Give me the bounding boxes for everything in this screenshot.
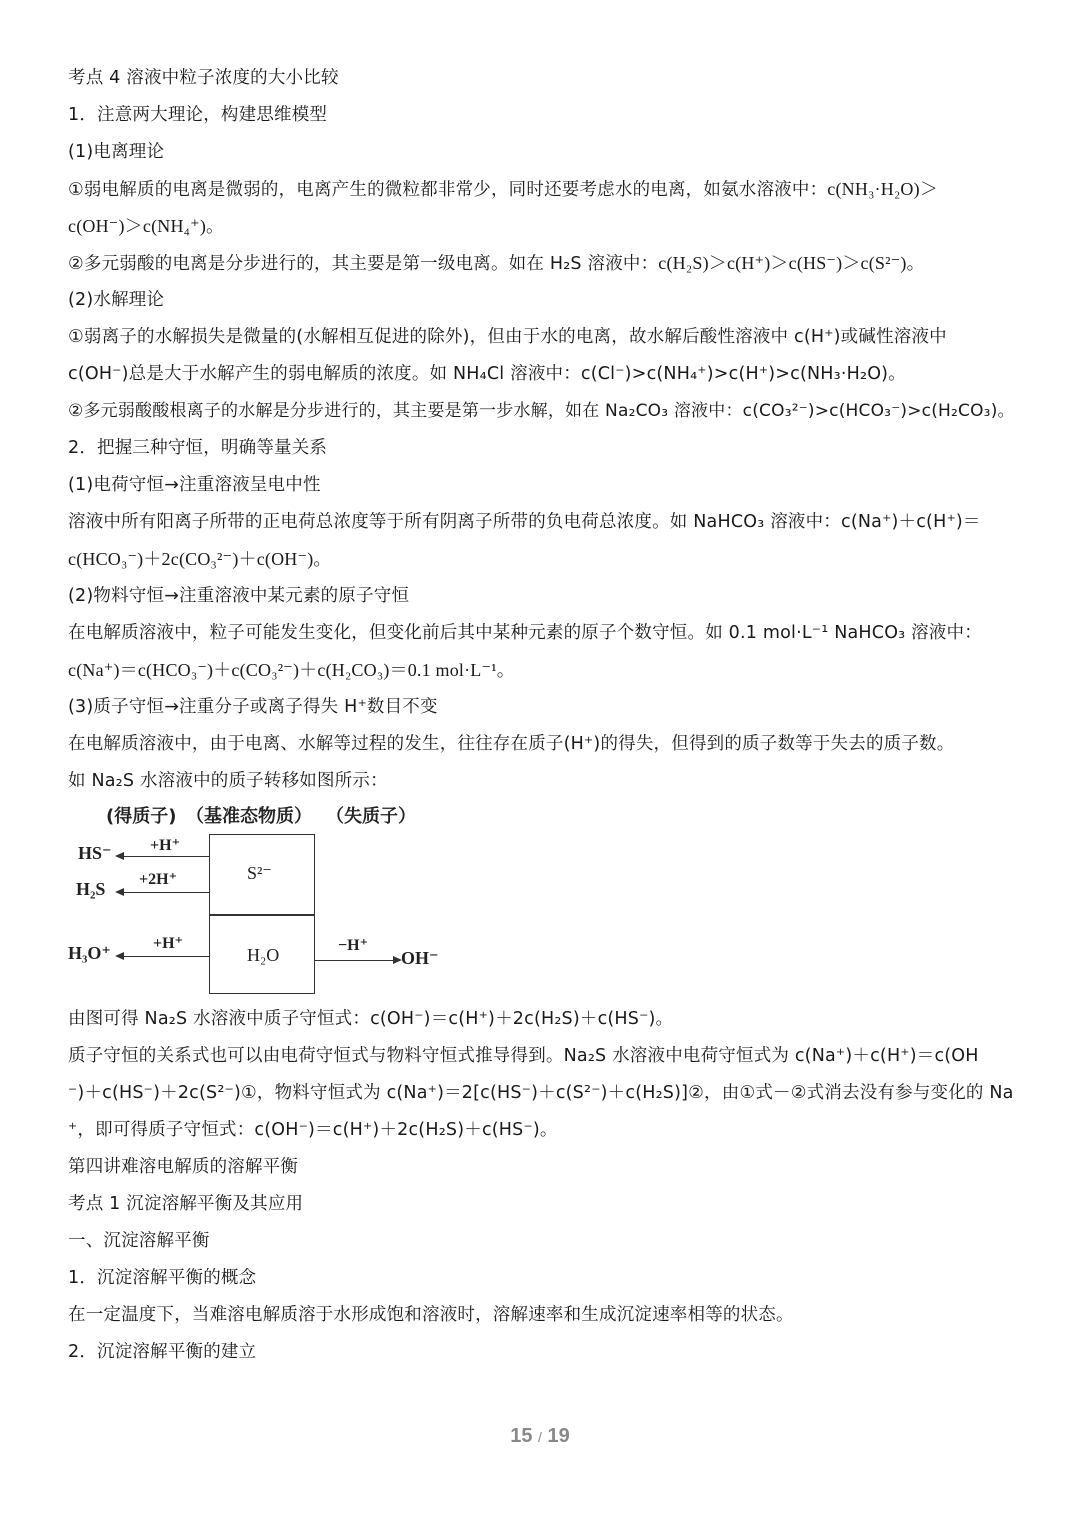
subheading: (1)电荷守恒→注重溶液呈电中性	[68, 475, 321, 495]
paragraph-line: 在电解质溶液中，由于电离、水解等过程的发生，往往存在质子(H⁺)的得失，但得到的质子数等于失去的质子数。	[68, 734, 955, 754]
total-pages: 19	[547, 1425, 570, 1447]
page-separator: /	[538, 1429, 542, 1445]
paragraph-line: ②多元弱酸的电离是分步进行的，其主要是第一级电离。如在 H₂S 溶液中：c(H₂S)＞c(H⁺)＞c(HS⁻)＞c(S²⁻)。	[68, 253, 925, 274]
product-hs: HS⁻	[78, 843, 112, 863]
box-s2-: S²⁻	[209, 834, 315, 916]
arrow-left-icon	[117, 892, 209, 893]
header-lose-proton: （失质子）	[326, 806, 416, 827]
paragraph-line: 在一定温度下，当难溶电解质溶于水形成饱和溶液时，溶解速率和生成沉淀速率相等的状态。	[68, 1305, 794, 1325]
paragraph-line: ①弱电解质的电离是微弱的，电离产生的微粒都非常少，同时还要考虑水的电离，如氨水溶液中：c(NH₃·H₂O)＞	[68, 179, 939, 200]
paragraph-line: ①弱离子的水解损失是微量的(水解相互促进的除外)，但由于水的电离，故水解后酸性溶液中 c(H⁺)或碱性溶液中	[68, 327, 947, 347]
subheading: (3)质子守恒→注重分子或离子得失 H⁺数目不变	[68, 697, 438, 717]
paragraph-line: ⁻)＋c(HS⁻)＋2c(S²⁻)①，物料守恒式为 c(Na⁺)＝2[c(HS⁻)＋c(S²⁻)＋c(H₂S)]②，由①式－②式消去没有参与变化的 Na	[68, 1083, 1014, 1103]
subheading: 2．把握三种守恒，明确等量关系	[68, 438, 328, 458]
section-heading: 考点 1 沉淀溶解平衡及其应用	[68, 1194, 304, 1214]
paragraph-line: ②多元弱酸酸根离子的水解是分步进行的，其主要是第一步水解，如在 Na₂CO₃ 溶液中：c(CO₃²⁻)>c(HCO₃⁻)>c(H₂CO₃)。	[68, 401, 1015, 421]
product-oh: OH⁻	[401, 948, 439, 968]
arrow-label: −H⁺	[338, 937, 369, 954]
paragraph-line: 如 Na₂S 水溶液中的质子转移如图所示：	[68, 771, 388, 791]
header-base-substance: （基准态物质）	[186, 806, 312, 827]
arrow-label: +2H⁺	[139, 871, 178, 888]
arrow-label: +H⁺	[150, 837, 181, 854]
paragraph-line: c(OH⁻)总是大于水解产生的弱电解质的浓度。如 NH₄Cl 溶液中：c(Cl⁻)>c(NH₄⁺)>c(H⁺)>c(NH₃·H₂O)。	[68, 364, 906, 384]
arrow-label: +H⁺	[153, 935, 184, 952]
formula-line: c(Na⁺)＝c(HCO₃⁻)＋c(CO₃²⁻)＋c(H₂CO₃)＝0.1 mol·L⁻¹。	[68, 660, 516, 680]
paragraph-line: 在电解质溶液中，粒子可能发生变化，但变化前后其中某种元素的原子个数守恒。如 0.1 mol·L⁻¹ NaHCO₃ 溶液中：	[68, 623, 982, 643]
current-page: 15	[510, 1425, 533, 1447]
arrow-left-icon	[117, 856, 209, 857]
paragraph-line: 溶液中所有阳离子所带的正电荷总浓度等于所有阴离子所带的负电荷总浓度。如 NaHCO₃ 溶液中：c(Na⁺)＋c(H⁺)＝	[68, 512, 981, 532]
product-h2s: H₂S	[76, 879, 106, 899]
product-h3o: H₃O⁺	[68, 943, 111, 963]
page-indicator	[0, 1425, 1080, 1448]
paragraph-line: 质子守恒的关系式也可以由电荷守恒式与物料守恒式推导得到。Na₂S 水溶液中电荷守恒式为 c(Na⁺)＋c(H⁺)＝c(OH	[68, 1046, 979, 1066]
formula-line: c(OH⁻)＞c(NH₄⁺)。	[68, 216, 225, 236]
subheading: (1)电离理论	[68, 142, 165, 162]
subheading: (2)物料守恒→注重溶液中某元素的原子守恒	[68, 586, 410, 606]
chapter-heading: 第四讲难溶电解质的溶解平衡	[68, 1157, 299, 1177]
subheading: 1．沉淀溶解平衡的概念	[68, 1268, 257, 1288]
header-gain-proton: (得质子)	[106, 806, 177, 827]
arrow-right-icon	[315, 960, 400, 961]
paragraph-line: ⁺，即可得质子守恒式：c(OH⁻)＝c(H⁺)＋2c(H₂S)＋c(HS⁻)。	[68, 1120, 558, 1140]
section-heading: 考点 4 溶液中粒子浓度的大小比较	[68, 68, 339, 88]
subheading: 一、沉淀溶解平衡	[68, 1231, 210, 1251]
subheading: 2．沉淀溶解平衡的建立	[68, 1342, 257, 1362]
box-h2o: H₂O	[209, 914, 315, 994]
subheading: (2)水解理论	[68, 290, 165, 310]
subheading: 1．注意两大理论，构建思维模型	[68, 105, 328, 125]
proton-transfer-diagram	[68, 798, 448, 988]
arrow-left-icon	[117, 956, 209, 957]
paragraph-line: 由图可得 Na₂S 水溶液中质子守恒式：c(OH⁻)＝c(H⁺)＋2c(H₂S)＋c(HS⁻)。	[68, 1009, 674, 1029]
formula-line: c(HCO₃⁻)＋2c(CO₃²⁻)＋c(OH⁻)。	[68, 549, 332, 569]
